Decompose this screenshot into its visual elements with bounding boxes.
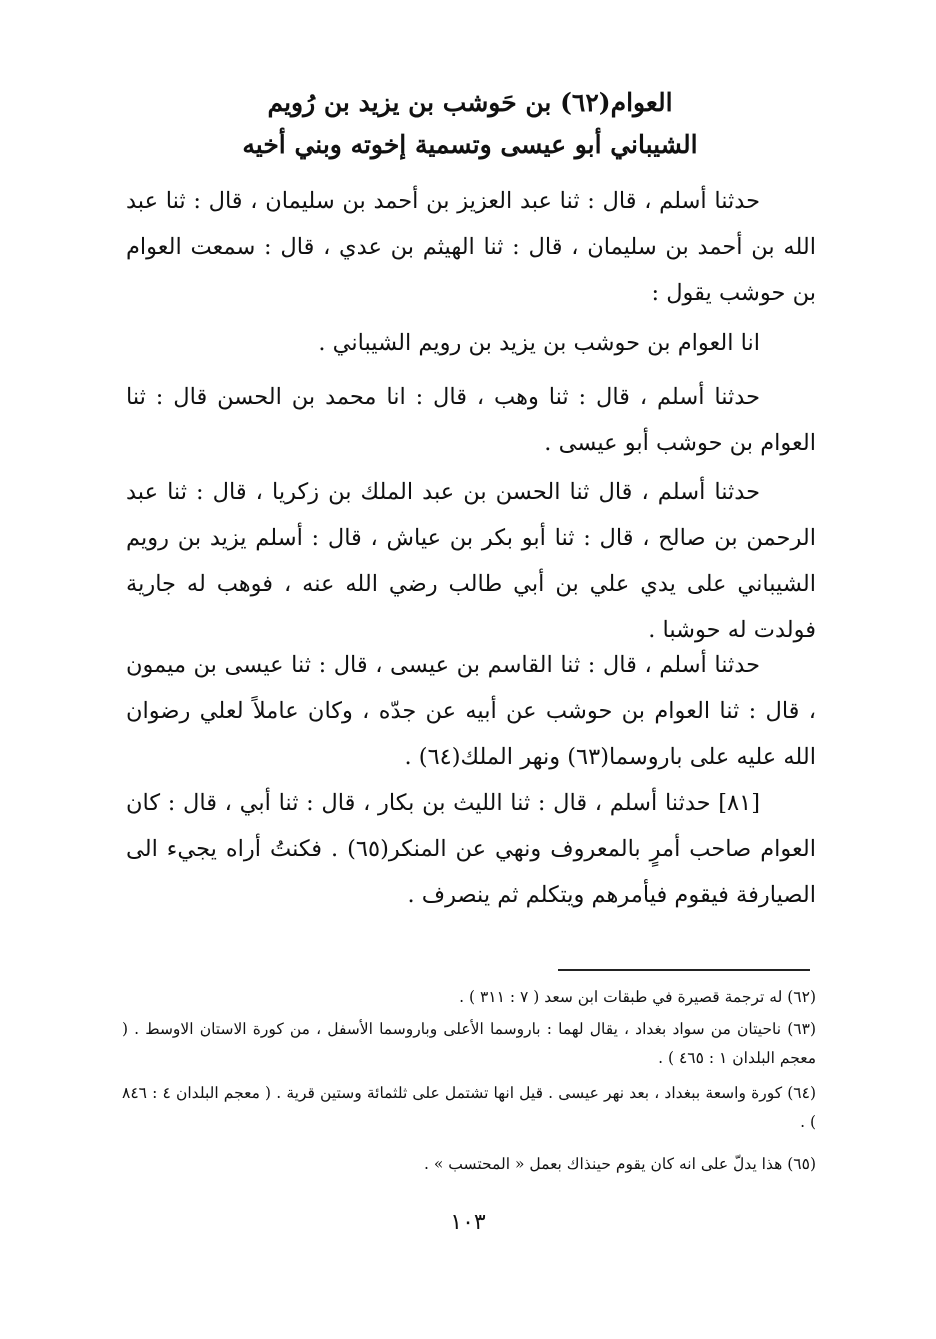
page-number: ١٠٣ <box>450 1210 486 1235</box>
paragraph-5: حدثنا أسلم ، قال : ثنا القاسم بن عيسى ، قال : ثنا عيسى بن ميمون ، قال : ثنا العوام بن حوشب عن أبيه عن جدّه ، وكان عاملاً لعلي رضوان الله عليه على باروسما(٦٣) ونهر الملك(٦٤) . <box>126 652 816 770</box>
paragraph-6: [٨١] حدثنا أسلم ، قال : ثنا الليث بن بكار ، قال : ثنا أبي ، قال : كان العوام صاحب أمرٍ بالمعروف ونهي عن المنكر(٦٥) . فكنتُ أراه يجيء الى الصيارفة فيقوم فيأمرهم ويتكلم ثم ينصرف . <box>126 790 816 908</box>
footnote-62: (٦٢) له ترجمة قصيرة في طبقات ابن سعد ( ٧ : ٣١١ ) . <box>459 988 816 1006</box>
paragraph-1: حدثنا أسلم ، قال : ثنا عبد العزيز بن أحمد بن سليمان ، قال : ثنا عبد الله بن أحمد بن سليمان ، قال : ثنا الهيثم بن عدي ، قال : سمعت العوام بن حوشب يقول : <box>126 188 816 306</box>
footnote-63: (٦٣) ناحيتان من سواد بغداد ، يقال لهما : باروسما الأعلى وباروسما الأسفل ، من كورة الاستان الاوسط . ( معجم البلدان ١ : ٤٦٥ ) . <box>122 1020 816 1067</box>
paragraph-2: انا العوام بن حوشب بن يزيد بن رويم الشيباني . <box>318 330 760 356</box>
paragraph-4: حدثنا أسلم ، قال ثنا الحسن بن عبد الملك بن زكريا ، قال : ثنا عبد الرحمن بن صالح ، قال : ثنا أبو بكر بن عياش ، قال : أسلم يزيد بن رويم الشيباني على يدي علي بن أبي طالب رضي الله عنه ، فوهب له جارية فولدت له حوشبا . <box>126 479 816 643</box>
footnote-64: (٦٤) كورة واسعة ببغداد ، بعد نهر عيسى . قيل انها تشتمل على ثلثمائة وستين قرية . ( معجم البلدان ٤ : ٨٤٦ ) . <box>122 1084 817 1131</box>
footnote-divider <box>558 969 810 971</box>
paragraph-3: حدثنا أسلم ، قال : ثنا وهب ، قال : انا محمد بن الحسن قال : ثنا العوام بن حوشب أبو عيسى . <box>126 384 816 456</box>
footnote-65: (٦٥) هذا يدلّ على انه كان يقوم حينذاك بعمل « المحتسب » . <box>424 1155 816 1173</box>
heading-line-1: العوام(٦٢) بن حَوشب بن يزيد بن رُويم <box>267 88 673 117</box>
heading-line-2: الشيباني أبو عيسى وتسمية إخوته وبني أخيه <box>242 130 698 159</box>
